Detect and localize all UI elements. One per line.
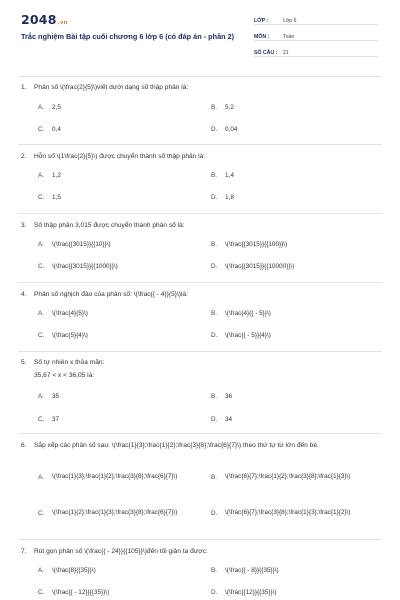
option-d[interactable] bbox=[211, 508, 381, 518]
question-2 bbox=[21, 152, 383, 162]
option-d[interactable] bbox=[211, 263, 381, 270]
option-text: \(\frac{{3015}}{{100}}\) bbox=[225, 241, 288, 248]
option-b[interactable] bbox=[211, 241, 381, 248]
option-letter: C. bbox=[38, 416, 45, 423]
question-7 bbox=[21, 547, 383, 557]
meta-label: MÔN : bbox=[254, 34, 270, 40]
option-b[interactable] bbox=[211, 393, 381, 400]
option-a[interactable] bbox=[38, 310, 208, 317]
option-text: \(\frac{6}{7};\frac{3}{8};\frac{1}{3};\frac{1}{2}\) bbox=[225, 509, 351, 516]
option-b[interactable] bbox=[211, 472, 381, 482]
question-text bbox=[21, 547, 383, 557]
option-b[interactable] bbox=[211, 104, 381, 111]
site-logo[interactable] bbox=[21, 12, 68, 27]
option-d[interactable] bbox=[211, 332, 381, 339]
option-letter: C. bbox=[38, 589, 45, 596]
question-text bbox=[21, 358, 383, 368]
question-3 bbox=[21, 221, 383, 231]
option-text: 1,2 bbox=[52, 172, 61, 179]
question-number: 3. bbox=[21, 222, 27, 229]
option-b[interactable] bbox=[211, 310, 381, 317]
option-text: 34 bbox=[225, 416, 233, 423]
option-text: \(\frac{8}{{35}}\) bbox=[52, 567, 96, 574]
option-a[interactable] bbox=[38, 241, 208, 248]
option-c[interactable] bbox=[38, 332, 208, 339]
option-a[interactable] bbox=[38, 393, 208, 400]
option-text: \(\frac{{12}}{{35}}\) bbox=[225, 589, 277, 596]
divider bbox=[18, 539, 382, 540]
option-text: 1,8 bbox=[225, 194, 234, 201]
option-a[interactable] bbox=[38, 104, 208, 111]
option-d[interactable] bbox=[211, 416, 381, 423]
option-letter: A. bbox=[38, 241, 45, 248]
option-text: \(\frac{{3015}}{{1000}}\) bbox=[52, 263, 118, 270]
question-stem: Phân số \(\frac{2}{5}\)viết dưới dạng số thập phân là: bbox=[34, 84, 189, 91]
meta-panel bbox=[254, 12, 378, 60]
divider bbox=[18, 433, 382, 434]
option-letter: D. bbox=[211, 126, 218, 133]
question-number: 6. bbox=[21, 442, 27, 449]
option-letter: A. bbox=[38, 473, 45, 481]
question-text bbox=[21, 290, 383, 300]
divider bbox=[18, 144, 382, 145]
option-letter: A. bbox=[38, 310, 45, 317]
option-text: \(\frac{{ - 5}}{4}\) bbox=[225, 332, 271, 339]
option-text: 0,4 bbox=[52, 126, 61, 133]
meta-label: LỚP : bbox=[254, 18, 269, 24]
question-5 bbox=[21, 358, 383, 379]
option-text: \(\frac{5}{4}\) bbox=[52, 332, 88, 339]
question-1 bbox=[21, 83, 383, 93]
logo-domain: .vn bbox=[57, 20, 68, 26]
meta-label: SỐ CÂU : bbox=[254, 50, 278, 56]
option-c[interactable] bbox=[38, 416, 208, 423]
option-letter: D. bbox=[211, 509, 218, 517]
meta-row-count bbox=[254, 44, 378, 57]
meta-value: Toán bbox=[283, 34, 295, 40]
option-text: \(\frac{{ - 8}}{{35}}\) bbox=[225, 567, 279, 574]
option-d[interactable] bbox=[211, 589, 381, 596]
option-letter: B. bbox=[211, 567, 218, 574]
option-text: \(\frac{4}{5}\) bbox=[52, 310, 88, 317]
question-number: 1. bbox=[21, 84, 27, 91]
option-letter: A. bbox=[38, 567, 45, 574]
option-letter: A. bbox=[38, 172, 45, 179]
option-letter: C. bbox=[38, 126, 45, 133]
question-stem: Sắp xếp các phân số sau: \(\frac{1}{3};\frac{1}{2};\frac{3}{8};\frac{6}{7}\) theo thứ tự từ lớn đến bé. bbox=[34, 442, 319, 449]
question-number: 2. bbox=[21, 153, 27, 160]
question-text bbox=[21, 83, 383, 93]
question-stem: Số tự nhiên x thỏa mãn: bbox=[34, 359, 105, 366]
option-text: \(\frac{4}{{ - 5}}\) bbox=[225, 310, 271, 317]
question-text bbox=[21, 152, 383, 162]
option-text: 37 bbox=[52, 416, 60, 423]
option-letter: D. bbox=[211, 263, 218, 270]
option-text: 2,5 bbox=[52, 104, 61, 111]
divider bbox=[18, 213, 382, 214]
option-c[interactable] bbox=[38, 194, 208, 201]
option-text: \(\frac{1}{2};\frac{1}{3};\frac{3}{8};\frac{6}{7}\) bbox=[52, 509, 178, 516]
option-letter: D. bbox=[211, 194, 218, 201]
option-text: 1,4 bbox=[225, 172, 234, 179]
option-letter: C. bbox=[38, 332, 45, 339]
option-letter: A. bbox=[38, 104, 45, 111]
option-d[interactable] bbox=[211, 194, 381, 201]
question-number: 5. bbox=[21, 359, 27, 366]
page-title: Trắc nghiệm Bài tập cuối chương 6 lớp 6 (có đáp án - phần 2) bbox=[21, 32, 235, 41]
question-text bbox=[21, 441, 383, 451]
option-c[interactable] bbox=[38, 126, 208, 133]
divider bbox=[18, 282, 382, 283]
option-c[interactable] bbox=[38, 589, 208, 596]
option-letter: C. bbox=[38, 194, 45, 201]
option-letter: D. bbox=[211, 332, 218, 339]
option-text: \(\frac{{3015}}{{10}}\) bbox=[52, 241, 111, 248]
option-text: 0,04 bbox=[225, 126, 238, 133]
option-letter: B. bbox=[211, 104, 218, 111]
question-4 bbox=[21, 290, 383, 300]
question-stem: Số thập phân 3,015 được chuyển thành phân số là: bbox=[34, 222, 185, 229]
meta-row-grade bbox=[254, 12, 378, 25]
header bbox=[0, 0, 400, 62]
option-a[interactable] bbox=[38, 472, 208, 482]
option-letter: B. bbox=[211, 241, 218, 248]
option-letter: C. bbox=[38, 263, 45, 270]
option-letter: C. bbox=[38, 509, 45, 517]
divider bbox=[18, 76, 382, 77]
option-letter: B. bbox=[211, 172, 218, 179]
option-letter: B. bbox=[211, 310, 218, 317]
option-text: 1,5 bbox=[52, 194, 61, 201]
option-a[interactable] bbox=[38, 172, 208, 179]
option-text: 5,2 bbox=[225, 104, 234, 111]
meta-row-subject bbox=[254, 28, 378, 41]
option-text: 36 bbox=[225, 393, 233, 400]
option-text: \(\frac{{ - 12}}{{35}}\) bbox=[52, 589, 110, 596]
question-number: 7. bbox=[21, 548, 27, 555]
option-c[interactable] bbox=[38, 263, 208, 270]
option-letter: B. bbox=[211, 393, 218, 400]
option-letter: A. bbox=[38, 393, 45, 400]
option-letter: B. bbox=[211, 473, 218, 481]
question-stem: Phân số nghịch đảo của phân số: \(\frac{{ - 4}}{5}\)là: bbox=[34, 291, 188, 298]
option-d[interactable] bbox=[211, 126, 381, 133]
option-c[interactable] bbox=[38, 508, 208, 518]
question-stem: Rút gọn phân số \(\frac{{ - 24}}{{105}}\)đến tối giản ta được: bbox=[34, 548, 208, 555]
option-b[interactable] bbox=[211, 172, 381, 179]
divider bbox=[18, 351, 382, 352]
question-text bbox=[21, 221, 383, 231]
option-text: 35 bbox=[52, 393, 60, 400]
meta-value: Lớp 6 bbox=[283, 18, 297, 24]
option-b[interactable] bbox=[211, 567, 381, 574]
option-letter: D. bbox=[211, 416, 218, 423]
logo-text: 2048 bbox=[21, 12, 57, 27]
question-stem: Hỗn số \(1\frac{2}{5}\) được chuyển thành số thập phân là: bbox=[34, 153, 206, 160]
option-a[interactable] bbox=[38, 567, 208, 574]
option-letter: D. bbox=[211, 589, 218, 596]
question-6 bbox=[21, 441, 383, 451]
option-text: \(\frac{1}{3};\frac{1}{2};\frac{3}{8};\frac{6}{7}\) bbox=[52, 473, 178, 480]
question-number: 4. bbox=[21, 291, 27, 298]
meta-value: 21 bbox=[283, 50, 289, 56]
option-text: \(\frac{{3015}}{{10000}}\) bbox=[225, 263, 295, 270]
option-text: \(\frac{6}{7};\frac{1}{2};\frac{3}{8};\frac{1}{3}\) bbox=[225, 473, 351, 480]
question-condition: 35,67 < x < 36,05 là: bbox=[34, 372, 95, 379]
